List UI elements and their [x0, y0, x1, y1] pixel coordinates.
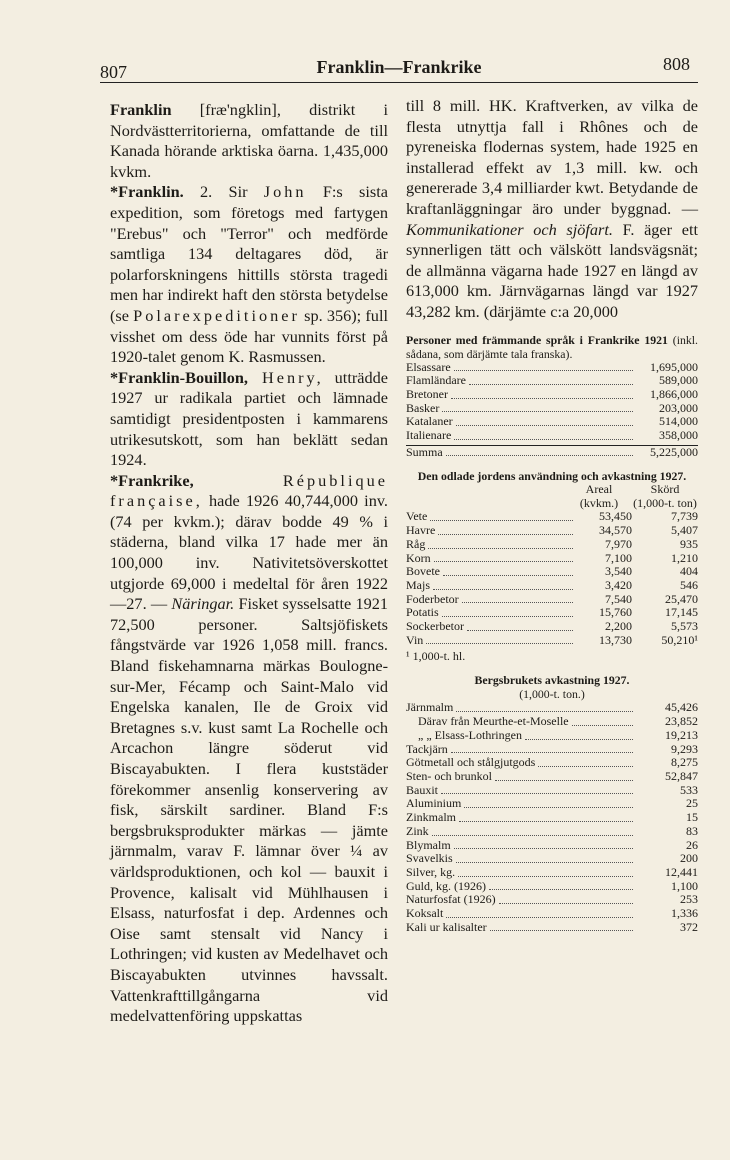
entry-text: F. äger ett synnerligen tätt och välskött landsvägsnät; de allmänna vägarna hade 1927 en längd av 613,000 km. Järnvägarnas längd var 1927 43,282 km. (därjämte c:a 20,000 [406, 219, 698, 321]
row-value: 19,213 [665, 727, 698, 742]
entry-text: F:s sista expedition, som företogs med fartygen "Erebus" och "Terror" och medförde samtliga 134 deltagares död, är polarforskningens hittills största tragedi men har indirekt haft den största betydelse (se [110, 182, 388, 325]
leader-dots [442, 411, 633, 412]
row-label: Därav från Meurthe-et-Moselle [418, 714, 569, 729]
sum-label: Summa [406, 444, 443, 459]
spaced-name: République française, [110, 470, 388, 511]
table-sum-row [406, 446, 698, 460]
table-body [406, 510, 698, 647]
row-crop: 546 [680, 577, 698, 592]
row-value: 23,852 [665, 714, 698, 729]
table-body [406, 361, 698, 443]
table-row [406, 538, 698, 552]
table-row [406, 565, 698, 579]
row-label: Elsassare [406, 359, 451, 374]
mining-table [406, 673, 698, 934]
crop-table [406, 469, 698, 663]
row-value: 8,275 [671, 755, 698, 770]
table-row [406, 715, 698, 729]
row-value: 9,293 [671, 741, 698, 756]
row-area: 2,200 [605, 619, 632, 634]
table-row [406, 606, 698, 620]
row-value: 25 [686, 796, 698, 811]
leader-dots [469, 384, 633, 385]
spaced-name: John [263, 182, 307, 202]
leader-dots [456, 711, 633, 712]
row-value: 1,336 [671, 906, 698, 921]
row-value: 589,000 [659, 373, 698, 388]
entry-text: utträdde 1927 ur radikala partiet och lämnade samtidigt presidentposten i kammarens utrikesutskott, som han beklätt sedan 1924. [110, 367, 388, 470]
leader-dots [426, 643, 573, 644]
leader-dots [462, 602, 573, 603]
row-label: Svavelkis [406, 851, 453, 866]
row-label: Potatis [406, 605, 439, 620]
headword: *Franklin. [110, 182, 184, 202]
page-header [100, 52, 698, 83]
leader-dots [454, 439, 633, 440]
table-row [406, 893, 698, 907]
leader-dots [525, 739, 633, 740]
row-crop: 7,739 [671, 509, 698, 524]
row-label: Sockerbetor [406, 619, 464, 634]
row-label: Götmetall och stålgjutgods [406, 755, 536, 770]
running-title: Franklin—Frankrike [316, 57, 482, 77]
leader-dots [434, 561, 573, 562]
table-row [406, 701, 698, 715]
leader-dots [443, 575, 573, 576]
col-header-area: Areal [585, 482, 613, 497]
entry-text: sp. 356); full visshet om dess öde har vunnits först på 1920-talet genom K. Rasmussen. [110, 305, 388, 367]
table-unit: (1,000-t. ton.) [519, 687, 585, 702]
section-heading: Näringar. [171, 594, 235, 614]
row-label: Katalaner [406, 414, 453, 429]
table-row [406, 825, 698, 839]
table-row [406, 524, 698, 538]
entry-text: till 8 mill. HK. Kraftverken, av vilka de flesta utnyttja fall i Rhônes och de pyreneiska flodernas system, hade 1925 en installerad effekt av 1,3 mill. kw. och genererade 3,4 milliarder kwt. Betydande de kraftanläggningar äro under byggnad. — [406, 96, 698, 218]
row-label: Naturfosfat (1926) [406, 892, 496, 907]
row-label: Italienare [406, 428, 452, 443]
row-crop: 25,470 [665, 591, 698, 606]
row-label: Vin [406, 632, 424, 647]
row-area: 3,420 [605, 577, 632, 592]
row-label: Bauxit [406, 782, 438, 797]
leader-dots [459, 821, 633, 822]
row-label: Vete [406, 509, 428, 524]
table-title-note: (inkl. sådana, som därjämte tala franska). [406, 332, 698, 361]
row-label: Sten- och brunkol [406, 769, 492, 783]
leader-dots [538, 766, 633, 767]
row-area: 15,760 [599, 605, 632, 620]
row-area: 3,540 [605, 564, 632, 579]
entry-frankrike [110, 471, 388, 1027]
leader-dots [467, 630, 573, 631]
leader-dots [430, 520, 573, 521]
row-value: 1,100 [671, 878, 698, 893]
table-row [406, 374, 698, 388]
leader-dots [432, 835, 633, 836]
section-heading: Kommunikationer och sjöfart. [406, 219, 613, 239]
leader-dots [499, 903, 633, 904]
row-value: 26 [686, 837, 698, 852]
row-label: Majs [406, 577, 430, 592]
row-label: Korn [406, 550, 431, 565]
headword: Franklin [110, 100, 172, 119]
row-crop: 1,210 [671, 550, 698, 565]
table-row [406, 429, 698, 443]
row-value: 253 [680, 892, 698, 907]
row-crop: 5,573 [671, 619, 698, 634]
row-value: 1,695,000 [650, 359, 698, 374]
table-row [406, 729, 698, 743]
leader-dots [572, 725, 633, 726]
leader-dots [454, 370, 633, 371]
row-crop: 50,210¹ [661, 632, 698, 647]
table-row [406, 866, 698, 880]
leader-dots [489, 889, 633, 890]
table-row [406, 593, 698, 607]
table-row [406, 811, 698, 825]
row-value: 514,000 [659, 414, 698, 429]
row-label: Zink [406, 823, 429, 838]
row-area: 7,540 [605, 591, 632, 606]
leader-dots [441, 793, 633, 794]
leader-dots [458, 876, 633, 877]
table-body [406, 701, 698, 934]
table-row [406, 388, 698, 402]
leader-dots [456, 425, 633, 426]
table-row [406, 510, 698, 524]
leader-dots [456, 862, 633, 863]
leader-dots [433, 589, 573, 590]
entry-franklin-bouillon [110, 368, 388, 471]
row-label: Havre [406, 523, 436, 538]
table-row [406, 921, 698, 935]
table-row [406, 770, 698, 784]
row-value: 45,426 [665, 700, 698, 715]
row-value: 52,847 [665, 769, 698, 783]
table-row [406, 415, 698, 429]
leader-dots [451, 752, 633, 753]
row-label: Basker [406, 400, 440, 415]
row-value: 200 [680, 851, 698, 866]
table-row [406, 852, 698, 866]
row-crop: 935 [680, 536, 698, 551]
leader-dots [446, 455, 633, 456]
leader-dots [495, 780, 633, 781]
row-area: 7,970 [605, 536, 632, 551]
row-area: 7,100 [605, 550, 632, 565]
col-unit-crop: (1,000-t. ton) [633, 495, 697, 510]
row-label: Tackjärn [406, 741, 448, 756]
table-row [406, 402, 698, 416]
entry-text: 2. Sir [183, 182, 264, 202]
row-label: Järnmalm [406, 700, 454, 715]
col-unit-area: (kvkm.) [579, 495, 619, 510]
row-label: Råg [406, 536, 426, 551]
entry-franklin-district [110, 100, 388, 182]
table-row [406, 634, 698, 648]
row-label: Zinkmalm [406, 810, 456, 825]
row-label: „ „ Elsass-Lothringen [418, 727, 522, 742]
table-title [406, 333, 698, 361]
headword: *Franklin-Bouillon, [110, 367, 248, 387]
leader-dots [446, 917, 633, 918]
row-label: Guld, kg. (1926) [406, 878, 486, 893]
table-title: Den odlade jordens användning och avkastning 1927. [417, 469, 687, 484]
row-label: Foderbetor [406, 591, 459, 606]
row-value: 83 [686, 823, 698, 838]
entry-continuation [406, 96, 698, 323]
row-value: 15 [686, 810, 698, 825]
row-value: 12,441 [665, 864, 698, 879]
entry-franklin-expedition [110, 182, 388, 367]
row-value: 372 [680, 919, 698, 934]
cross-reference: Polarexpeditioner [133, 305, 300, 325]
leader-dots [442, 616, 573, 617]
headword: *Frankrike, [110, 470, 194, 490]
leader-dots [451, 398, 633, 399]
row-area: 13,730 [599, 632, 632, 647]
table-row [406, 880, 698, 894]
leader-dots [490, 930, 633, 931]
row-label: Blymalm [406, 837, 451, 852]
entry-text: Fisket sysselsatte 1921 72,500 personer. Saltsjöfiskets fångstvärde var 1926 1,058 mill. francs. Bland fiskehamnarna märkas Boulogne-sur-Mer, Fécamp och Saint-Malo vid Engelska kanalen, Ile de Groix vid Bretagnes s.v. kust samt La Rochelle och Arcachon längre söderut vid Biscayabukten. I flera kuststäder förekommer ansenlig konservering av fisk, särskilt sardiner. Bland F:s bergsbruksprodukter märkas — jämte järnmalm, varav F. lämnar över ¼ av världsproduktionen, och kol — bauxit i Provence, kalisalt vid Mühlhausen i Elsass, naturfosfat i dep. Ardennes och Oise samt stensalt vid Nancy i Lothringen; vid kusten av Medelhavet och Biscayabukten utvinnes havssalt. Vattenkrafttillgångarna vid medelvattenföring uppskattas [110, 594, 389, 1026]
table-footnote: ¹ 1,000-t. hl. [406, 649, 466, 664]
table-row [406, 756, 698, 770]
row-label: Bretoner [406, 386, 448, 401]
row-label: Kali ur kalisalter [406, 919, 487, 934]
table-row [406, 620, 698, 634]
table-row [406, 579, 698, 593]
column-unit-row [406, 497, 698, 511]
table-title-text: Personer med främmande språk i Frankrike 1921 [406, 332, 668, 347]
table-row [406, 743, 698, 757]
leader-dots [454, 848, 633, 849]
row-value: 358,000 [659, 428, 698, 443]
row-crop: 17,145 [665, 605, 698, 620]
left-column [110, 100, 388, 1027]
row-label: Koksalt [406, 906, 444, 921]
col-header-crop: Skörd [650, 482, 680, 497]
row-value: 1,866,000 [650, 386, 698, 401]
table-row [406, 552, 698, 566]
row-area: 53,450 [599, 509, 632, 524]
right-column [406, 96, 698, 934]
row-label: Flamländare [406, 373, 466, 388]
table-title: Bergsbrukets avkastning 1927. [474, 673, 630, 688]
row-value: 203,000 [659, 400, 698, 415]
language-table [406, 333, 698, 460]
leader-dots [428, 548, 573, 549]
row-label: Aluminium [406, 796, 462, 811]
table-row [406, 839, 698, 853]
spaced-name: Henry, [247, 367, 324, 387]
sum-value: 5,225,000 [650, 444, 698, 459]
table-row [406, 907, 698, 921]
row-area: 34,570 [599, 523, 632, 538]
leader-dots [438, 534, 573, 535]
row-label: Silver, kg. [406, 864, 456, 879]
entry-text: [fræ'ngklin], distrikt i Nordvästterritorierna, omfattande de till Kanada hörande arktiska öarna. 1,435,000 kvkm. [110, 100, 388, 181]
entry-text: hade 1926 40,744,000 inv. (74 per kvkm.); därav bodde 49 % i städerna, bland vilka 17 hade mer än 100,000 inv. Nativitetsöverskottet utgjorde 69,000 i medeltal för åren 1922—27. — [110, 491, 388, 614]
page-number-left: 807 [100, 62, 127, 82]
row-crop: 404 [680, 564, 698, 579]
table-row [406, 784, 698, 798]
row-label: Bovete [406, 564, 440, 579]
table-row [406, 361, 698, 375]
leader-dots [464, 807, 633, 808]
row-value: 533 [680, 782, 698, 797]
page-number-right: 808 [663, 54, 690, 74]
column-header-row [406, 483, 698, 497]
table-row [406, 797, 698, 811]
row-crop: 5,407 [671, 523, 698, 538]
